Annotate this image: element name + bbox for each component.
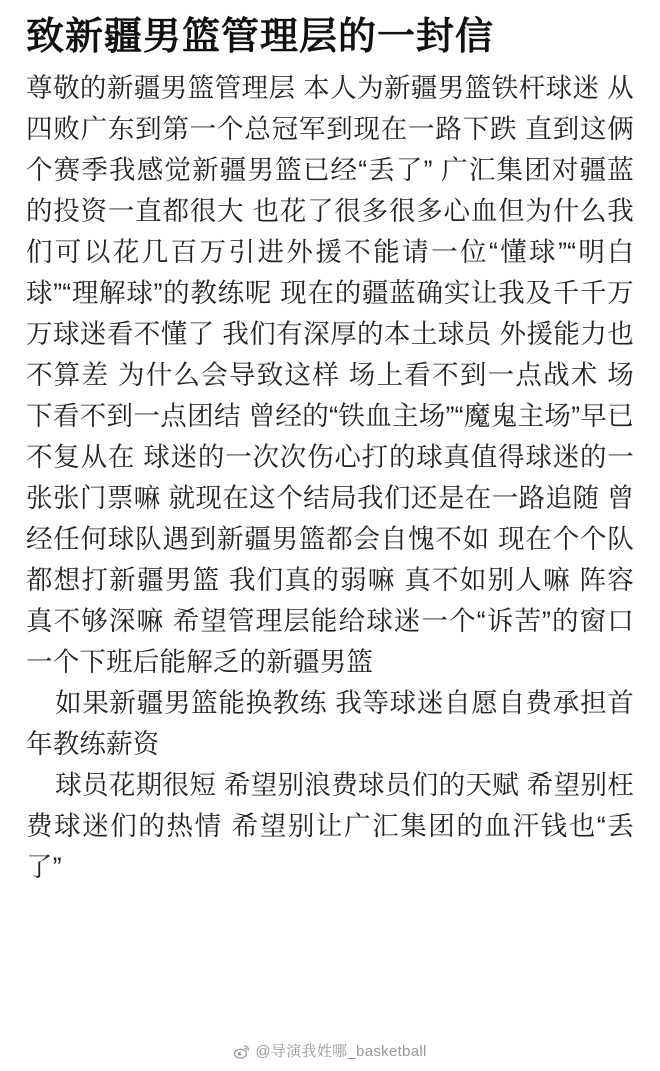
page-title: 致新疆男篮管理层的一封信: [26, 16, 495, 58]
watermark-handle: @导演我姓哪_basketball: [255, 1043, 427, 1060]
document-body: [26, 68, 634, 888]
paragraph-2: 如果新疆男篮能换教练 我等球迷自愿自费承担首年教练薪资: [26, 687, 634, 759]
weibo-icon: [233, 1043, 250, 1060]
watermark: [0, 1040, 660, 1061]
paragraph-3: 球员花期很短 希望别浪费球员们的天赋 希望别枉费球迷们的热情 希望别让广汇集团的血汗钱也“丢了”: [26, 769, 634, 882]
paragraph-1: 尊敬的新疆男篮管理层 本人为新疆男篮铁杆球迷 从四败广东到第一个总冠军到现在一路下跌 直到这俩个赛季我感觉新疆男篮已经“丢了” 广汇集团对疆蓝的投资一直都很大 也花了很多很多心血但为什么我们可以花几百万引进外援不能请一位“懂球”“明白球”“理解球”的教练呢 现在的疆蓝确实让我及千千万万球迷看不懂了 我们有深厚的本土球员 外援能力也不算差 为什么会导致这样 场上看不到一点战术 场下看不到一点团结 曾经的“铁血主场”“魔鬼主场”早已不复从在 球迷的一次次伤心打的球真值得球迷的一张张门票嘛 就现在这个结局我们还是在一路追随 曾经任何球队遇到新疆男篮都会自愧不如 现在个个队都想打新疆男篮 我们真的弱嘛 真不如别人嘛 阵容真不够深嘛 希望管理层能给球迷一个“诉苦”的窗口 一个下班后能解乏的新疆男篮: [26, 72, 634, 677]
